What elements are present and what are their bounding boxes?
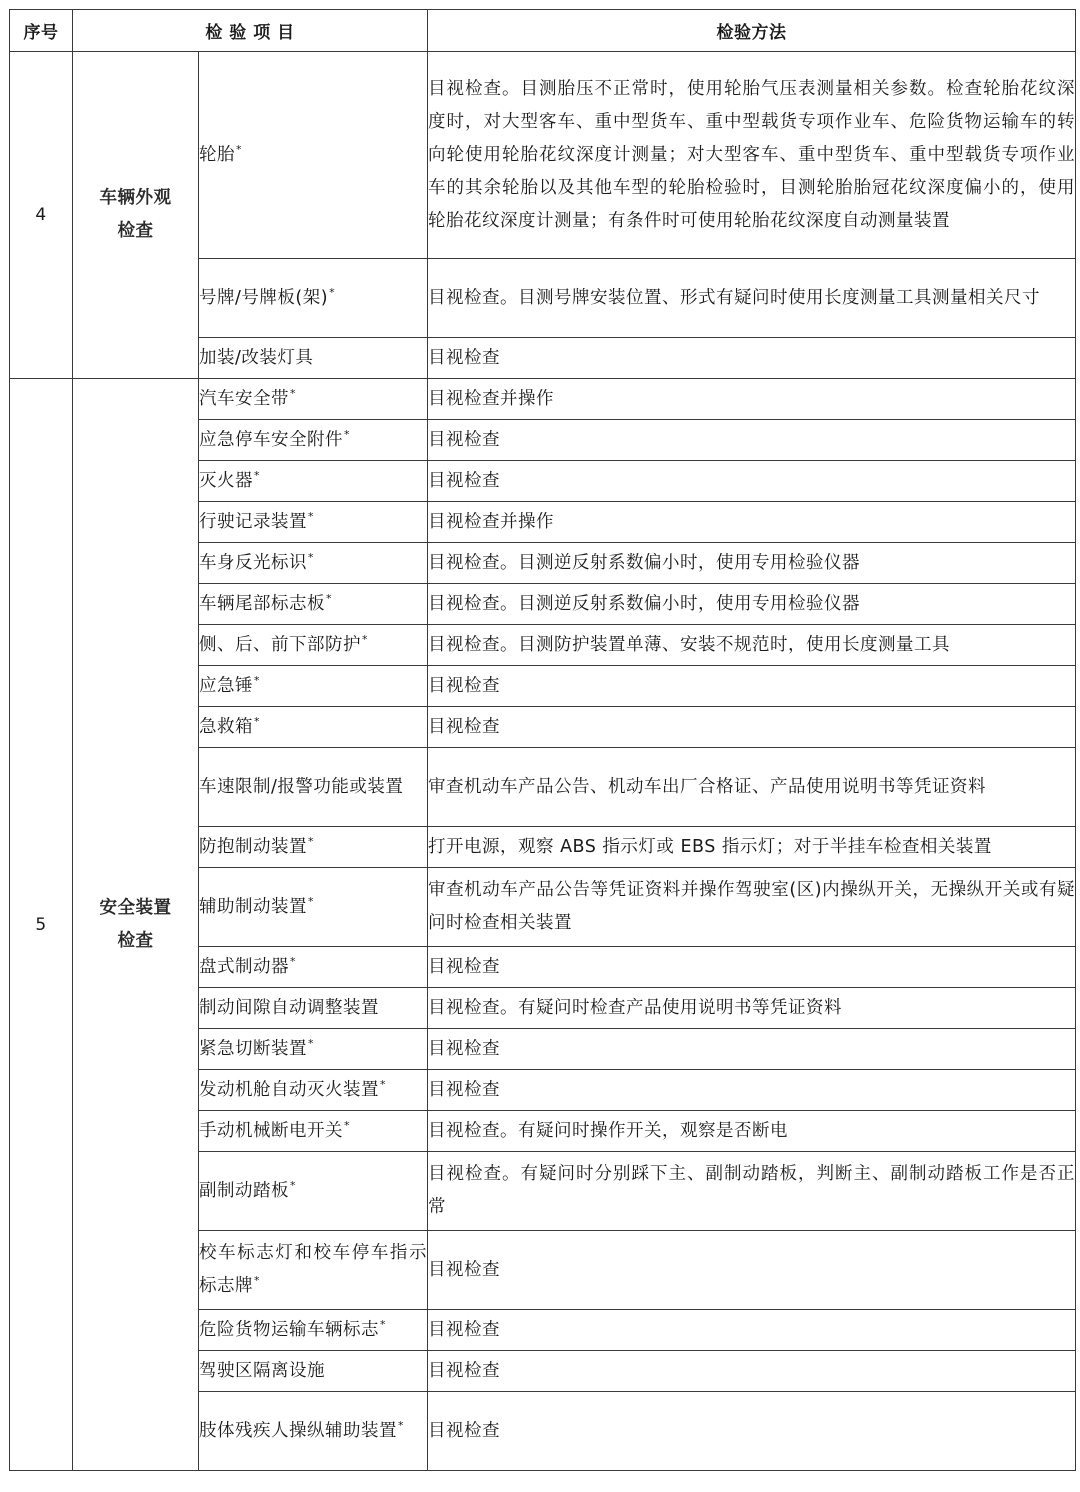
item-cell: 号牌/号牌板(架)* (199, 259, 428, 338)
method-cell: 目视检查 (428, 707, 1076, 748)
item-cell: 汽车安全带* (199, 379, 428, 420)
method-cell: 打开电源，观察 ABS 指示灯或 EBS 指示灯；对于半挂车检查相关装置 (428, 827, 1076, 868)
group-number: 4 (10, 52, 73, 379)
method-cell: 目视检查。有疑问时分别踩下主、副制动踏板，判断主、副制动踏板工作是否正常 (428, 1152, 1076, 1231)
group-category: 车辆外观检查 (73, 52, 199, 379)
method-cell: 目视检查并操作 (428, 502, 1076, 543)
method-cell: 目视检查 (428, 1392, 1076, 1471)
item-cell: 车身反光标识* (199, 543, 428, 584)
group-number: 5 (10, 379, 73, 1471)
item-cell: 行驶记录装置* (199, 502, 428, 543)
item-cell: 手动机械断电开关* (199, 1111, 428, 1152)
group-category: 安全装置检查 (73, 379, 199, 1471)
item-cell: 肢体残疾人操纵辅助装置* (199, 1392, 428, 1471)
method-cell: 目视检查。有疑问时检查产品使用说明书等凭证资料 (428, 988, 1076, 1029)
item-cell: 应急停车安全附件* (199, 420, 428, 461)
item-cell: 侧、后、前下部防护* (199, 625, 428, 666)
item-cell: 加装/改装灯具 (199, 338, 428, 379)
method-cell: 目视检查。目测防护装置单薄、安装不规范时，使用长度测量工具 (428, 625, 1076, 666)
method-cell: 目视检查。有疑问时操作开关，观察是否断电 (428, 1111, 1076, 1152)
method-cell: 目视检查 (428, 1029, 1076, 1070)
table-row (10, 379, 1076, 420)
item-cell: 校车标志灯和校车停车指示标志牌* (199, 1231, 428, 1310)
method-cell: 目视检查 (428, 461, 1076, 502)
method-cell: 目视检查。目测逆反射系数偏小时，使用专用检验仪器 (428, 543, 1076, 584)
header-method: 检验方法 (428, 10, 1076, 52)
item-cell: 驾驶区隔离设施 (199, 1351, 428, 1392)
item-cell: 危险货物运输车辆标志* (199, 1310, 428, 1351)
method-cell: 目视检查 (428, 666, 1076, 707)
method-cell: 目视检查 (428, 1351, 1076, 1392)
method-cell: 目视检查 (428, 1231, 1076, 1310)
method-cell: 目视检查并操作 (428, 379, 1076, 420)
item-cell: 应急锤* (199, 666, 428, 707)
item-cell: 防抱制动装置* (199, 827, 428, 868)
item-cell: 轮胎* (199, 52, 428, 259)
method-cell: 审查机动车产品公告等凭证资料并操作驾驶室(区)内操纵开关，无操纵开关或有疑问时检查相关装置 (428, 868, 1076, 947)
item-cell: 制动间隙自动调整装置 (199, 988, 428, 1029)
inspection-document (9, 9, 1075, 1471)
item-cell: 辅助制动装置* (199, 868, 428, 947)
method-cell: 目视检查。目测逆反射系数偏小时，使用专用检验仪器 (428, 584, 1076, 625)
method-cell: 目视检查 (428, 338, 1076, 379)
method-cell: 目视检查。目测胎压不正常时，使用轮胎气压表测量相关参数。检查轮胎花纹深度时，对大型客车、重中型货车、重中型载货专项作业车、危险货物运输车的转向轮使用轮胎花纹深度计测量；对大型客车、重中型货车、重中型载货专项作业车的其余轮胎以及其他车型的轮胎检验时，目测轮胎胎冠花纹深度偏小的，使用轮胎花纹深度计测量；有条件时可使用轮胎花纹深度自动测量装置 (428, 52, 1076, 259)
method-cell: 目视检查 (428, 947, 1076, 988)
item-cell: 车辆尾部标志板* (199, 584, 428, 625)
item-cell: 发动机舱自动灭火装置* (199, 1070, 428, 1111)
item-cell: 急救箱* (199, 707, 428, 748)
item-cell: 盘式制动器* (199, 947, 428, 988)
item-cell: 副制动踏板* (199, 1152, 428, 1231)
inspection-table (9, 9, 1076, 1471)
item-cell: 车速限制/报警功能或装置 (199, 748, 428, 827)
item-cell: 灭火器* (199, 461, 428, 502)
table-row (10, 52, 1076, 259)
header-item: 检 验 项 目 (73, 10, 428, 52)
item-cell: 紧急切断装置* (199, 1029, 428, 1070)
method-cell: 目视检查 (428, 1310, 1076, 1351)
method-cell: 审查机动车产品公告、机动车出厂合格证、产品使用说明书等凭证资料 (428, 748, 1076, 827)
method-cell: 目视检查。目测号牌安装位置、形式有疑问时使用长度测量工具测量相关尺寸 (428, 259, 1076, 338)
method-cell: 目视检查 (428, 420, 1076, 461)
method-cell: 目视检查 (428, 1070, 1076, 1111)
header-no: 序号 (10, 10, 73, 52)
